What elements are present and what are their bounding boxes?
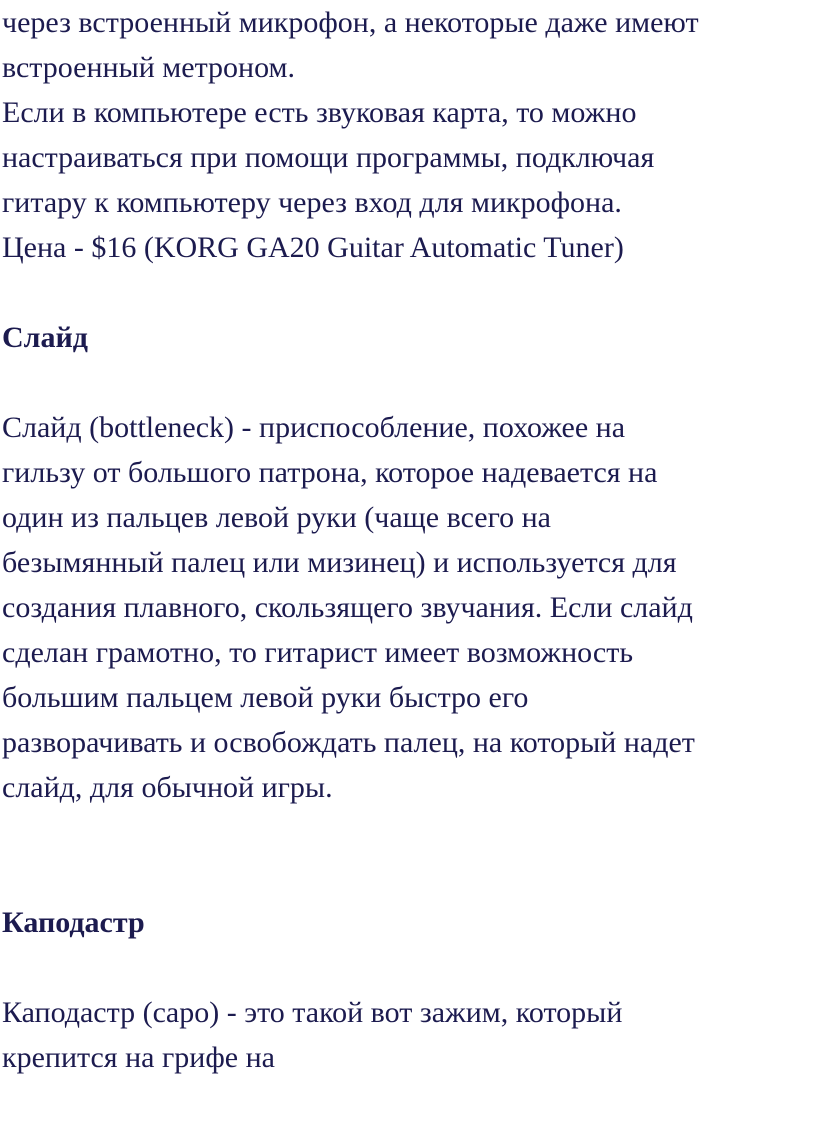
text-line: большим пальцем левой руки быстро его <box>2 681 529 714</box>
text-line: Слайд (bottleneck) - приспособление, похожее на <box>2 411 626 444</box>
text-line: гитару к компьютеру через вход для микрофона. <box>2 186 622 219</box>
blank-line <box>2 810 814 855</box>
text-line: сделан грамотно, то гитарист имеет возможность <box>2 636 633 669</box>
blank-line <box>2 945 814 990</box>
text-line: слайд, для обычной игры. <box>2 771 333 804</box>
text-line: крепится на грифе на <box>2 1041 275 1074</box>
intro-paragraph <box>2 0 814 270</box>
section-heading-capo: Каподастр <box>2 906 145 939</box>
text-line: разворачивать и освобождать палец, на который надет <box>2 726 695 759</box>
text-line: Цена - $16 (KORG GA20 Guitar Automatic Tuner) <box>2 231 624 264</box>
text-line: Каподастр (capo) - это такой вот зажим, который <box>2 996 623 1029</box>
text-line: безымянный палец или мизинец) и используется для <box>2 546 677 579</box>
blank-line <box>2 855 814 900</box>
text-line: встроенный метроном. <box>2 51 296 84</box>
section-heading-slide: Слайд <box>2 321 88 354</box>
blank-line <box>2 360 814 405</box>
text-line: один из пальцев левой руки (чаще всего на <box>2 501 551 534</box>
capo-paragraph <box>2 990 814 1080</box>
text-line: настраиваться при помощи программы, подключая <box>2 141 655 174</box>
text-line: создания плавного, скользящего звучания. Если слайд <box>2 591 693 624</box>
text-line: гильзу от большого патрона, которое надевается на <box>2 456 658 489</box>
slide-paragraph <box>2 405 814 810</box>
document-page <box>2 0 814 1080</box>
text-line: Если в компьютере есть звуковая карта, то можно <box>2 96 637 129</box>
text-line: через встроенный микрофон, а некоторые даже имеют <box>2 6 699 39</box>
blank-line <box>2 270 814 315</box>
